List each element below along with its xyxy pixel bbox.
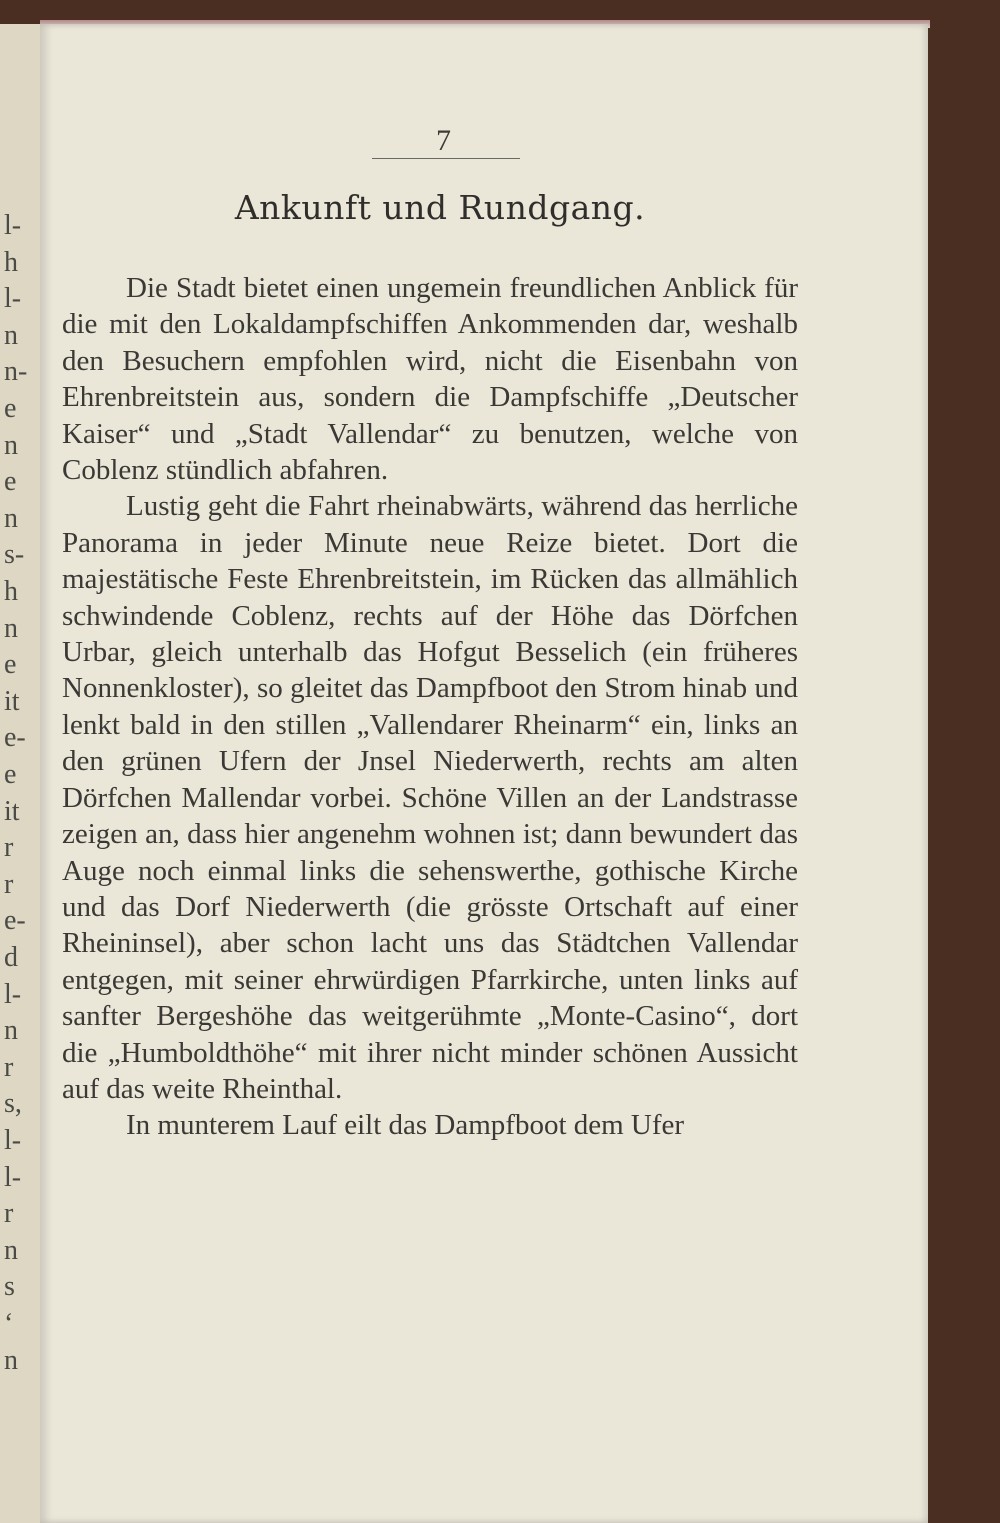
left-margin-fragment: l- bbox=[4, 978, 22, 1010]
left-margin-fragment: n bbox=[4, 1015, 18, 1047]
left-margin-fragment: r bbox=[4, 832, 14, 864]
left-margin-fragment: it bbox=[4, 685, 20, 717]
chapter-heading: Ankunft und Rundgang. bbox=[234, 188, 646, 227]
page-number: 7 bbox=[436, 124, 451, 157]
left-margin-fragment: ‘ bbox=[4, 1308, 14, 1339]
left-margin-fragment: l- bbox=[4, 1125, 22, 1156]
left-margin-fragment: l- bbox=[4, 210, 22, 241]
background-binding bbox=[928, 30, 1000, 1523]
left-page-edge bbox=[0, 24, 40, 1523]
left-margin-fragment: s, bbox=[4, 1088, 22, 1120]
paragraph-2: Lustig geht die Fahrt rheinabwärts, während das herrliche Panorama in jeder Minute neue Reize bietet. Dort die majestätische Feste Ehrenbreitstein, im Rücken das allmählich schwindende Coblenz, rechts auf der Höhe das Dörfchen Urbar, gleich unterhalb das Hofgut Besselich (ein früheres Nonnenkloster), so gleitet das Dampfboot den Strom hinab und lenkt bald in den stillen „Vallendarer Rheinarm“ ein, links an den grünen Ufern der Jnsel Niederwerth, rechts am alten Dörfchen Mallendar vorbei. Schöne Villen an der Landstrasse zeigen an, dass hier angenehm wohnen ist; dann bewundert das Auge noch einmal links die sehenswerthe, gothische Kirche und das Dorf Niederwerth (die grösste Ortschaft auf einer Rheininsel), aber schon lacht uns das Städtchen Vallendar entgegen, mit seiner ehrwürdigen Pfarrkirche, unten links auf sanfter Bergeshöhe das weitgerühmte „Monte-Casino“, dort die „Humboldthöhe“ mit ihrer nicht minder schönen Aussicht auf das weite Rheinthal. bbox=[62, 490, 798, 1105]
left-margin-fragment: n bbox=[4, 429, 18, 461]
left-margin-fragment: r bbox=[4, 1198, 14, 1230]
paragraph-3: In munterem Lauf eilt das Dampfboot dem Ufer bbox=[126, 1109, 685, 1142]
left-margin-fragment: r bbox=[4, 1051, 14, 1083]
left-margin-fragment: r bbox=[4, 868, 14, 900]
left-margin-fragment: n bbox=[4, 612, 18, 644]
left-margin-fragment: e bbox=[4, 759, 17, 790]
left-margin-fragment: h bbox=[4, 576, 18, 607]
left-margin-fragment: e- bbox=[4, 722, 26, 754]
left-margin-fragment: n bbox=[4, 1234, 18, 1266]
left-margin-fragment: s bbox=[4, 1271, 15, 1303]
left-margin-fragment: l- bbox=[4, 1161, 22, 1193]
left-margin-fragment: n bbox=[4, 319, 18, 351]
left-margin-fragment: s- bbox=[4, 539, 25, 571]
left-margin-fragment: e bbox=[4, 393, 17, 424]
left-margin-fragment: n bbox=[4, 1344, 18, 1376]
left-margin-fragment: n- bbox=[4, 356, 28, 388]
left-margin-fragment: it bbox=[4, 795, 20, 827]
left-margin-fragment: e bbox=[4, 649, 17, 681]
left-margin-fragment: l- bbox=[4, 283, 22, 315]
page-number-rule bbox=[372, 158, 520, 159]
body-text bbox=[62, 270, 798, 1144]
left-margin-fragment: d bbox=[4, 942, 18, 973]
paragraph-1: Die Stadt bietet einen ungemein freundlichen Anblick für die mit den Lokaldampfschiffen Ankommenden dar, weshalb den Besuchern empfohlen wird, nicht die Eisenbahn von Ehrenbreitstein aus, sondern die Dampfschiffe „Deutscher Kaiser“ und „Stadt Vallendar“ zu benutzen, welche von Coblenz stündlich abfahren. bbox=[62, 272, 798, 487]
left-margin-fragment: e- bbox=[4, 905, 26, 937]
left-margin-fragment: h bbox=[4, 246, 18, 278]
left-margin-fragment: n bbox=[4, 502, 18, 534]
left-margin-fragment: e bbox=[4, 466, 17, 498]
